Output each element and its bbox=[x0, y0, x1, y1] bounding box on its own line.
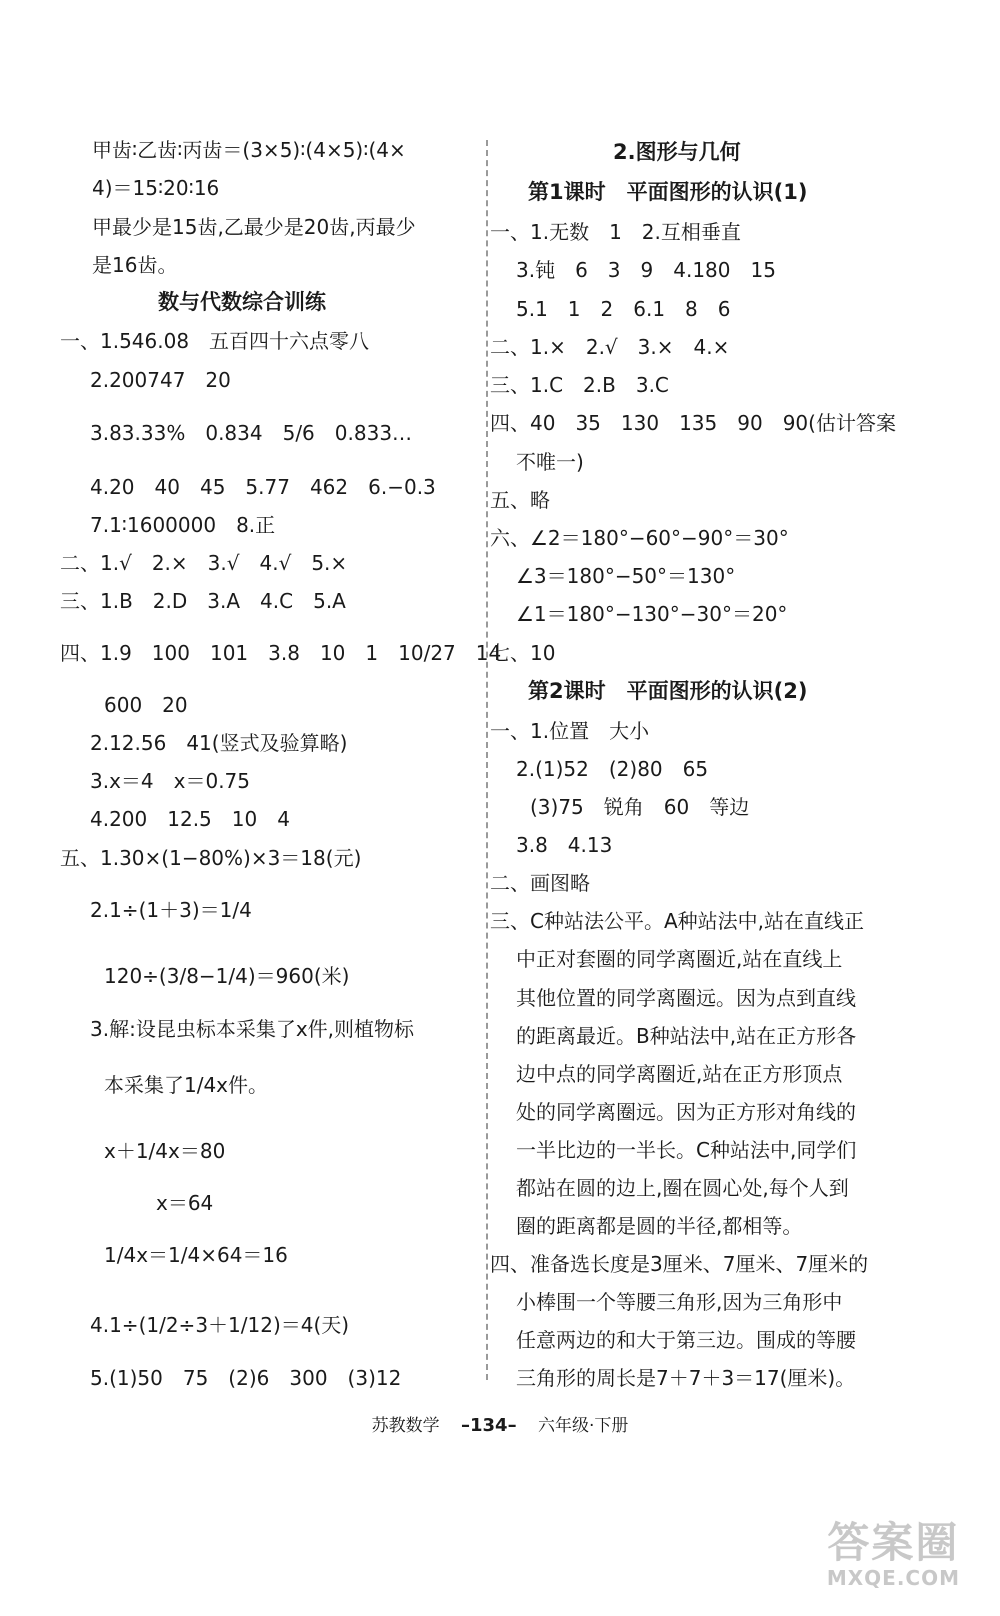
section-heading: 数与代数综合训练 bbox=[158, 290, 326, 314]
answer-line: 圈的距离都是圆的半径,都相等。 bbox=[516, 1214, 803, 1238]
answer-line: 三、C种站法公平。A种站法中,站在直线正 bbox=[490, 909, 865, 933]
answer-line: 四、1.9 100 101 3.8 10 1 10/27 14 bbox=[60, 641, 502, 665]
answer-line: 2.12.56 41(竖式及验算略) bbox=[90, 731, 348, 755]
answer-line: 1/4x＝1/4×64＝16 bbox=[104, 1243, 288, 1267]
lesson-heading: 第1课时 平面图形的认识(1) bbox=[528, 180, 808, 204]
watermark-logo: 答案圈 bbox=[827, 1518, 960, 1567]
answer-line: 一、1.546.08 五百四十六点零八 bbox=[60, 329, 370, 353]
answer-line: 边中点的同学离圈近,站在正方形顶点 bbox=[516, 1062, 843, 1086]
watermark-site: MXQE.COM bbox=[826, 1566, 960, 1590]
footer-grade: 六年级·下册 bbox=[537, 1416, 629, 1436]
answer-line: 3.x＝4 x＝0.75 bbox=[90, 769, 251, 793]
answer-line: 任意两边的和大于第三边。围成的等腰 bbox=[516, 1328, 856, 1352]
answer-line: 5.(1)50 75 (2)6 300 (3)12 bbox=[90, 1366, 402, 1390]
answer-line: 其他位置的同学离圈远。因为点到直线 bbox=[516, 986, 856, 1010]
answer-line: 甲最少是15齿,乙最少是20齿,丙最少 bbox=[92, 215, 416, 239]
answer-line: 小棒围一个等腰三角形,因为三角形中 bbox=[516, 1290, 843, 1314]
answer-line: 不唯一) bbox=[516, 450, 584, 474]
footer-subject: 苏教数学 bbox=[371, 1416, 440, 1436]
answer-line: 600 20 bbox=[104, 693, 188, 717]
answer-line: 的距离最近。B种站法中,站在正方形各 bbox=[516, 1024, 857, 1048]
answer-line: 三角形的周长是7＋7＋3＝17(厘米)。 bbox=[516, 1366, 856, 1390]
answer-line: 中正对套圈的同学离圈近,站在直线上 bbox=[516, 947, 843, 971]
answer-line: 4.20 40 45 5.77 462 6.−0.3 bbox=[90, 475, 436, 499]
answer-line: 4)＝15∶20∶16 bbox=[92, 176, 220, 200]
answer-line: 一、1.无数 1 2.互相垂直 bbox=[490, 220, 741, 244]
answer-line: 3.83.33% 0.834 5/6 0.833… bbox=[90, 421, 413, 445]
answer-line: 5.1 1 2 6.1 8 6 bbox=[516, 297, 731, 321]
answer-line: 是16齿。 bbox=[92, 253, 178, 277]
answer-line: 本采集了1/4x件。 bbox=[104, 1073, 269, 1097]
watermark bbox=[827, 1520, 960, 1590]
column-divider bbox=[486, 140, 488, 1380]
answer-line: (3)75 锐角 60 等边 bbox=[530, 795, 750, 819]
answer-line: 4.200 12.5 10 4 bbox=[90, 807, 290, 831]
answer-line: 3.钝 6 3 9 4.180 15 bbox=[516, 258, 776, 282]
answer-line: ∠3＝180°−50°＝130° bbox=[516, 564, 736, 588]
answer-line: 一半比边的一半长。C种站法中,同学们 bbox=[516, 1138, 857, 1162]
answer-line: 处的同学离圈远。因为正方形对角线的 bbox=[516, 1100, 856, 1124]
answer-line: 五、略 bbox=[490, 488, 550, 512]
page-footer bbox=[0, 1415, 1000, 1437]
answer-line: 4.1÷(1/2÷3＋1/12)＝4(天) bbox=[90, 1313, 350, 1337]
answer-line: 二、1.× 2.√ 3.× 4.× bbox=[490, 335, 730, 359]
answer-line: 三、1.B 2.D 3.A 4.C 5.A bbox=[60, 589, 346, 613]
answer-line: 五、1.30×(1−80%)×3＝18(元) bbox=[60, 846, 362, 870]
answer-line: ∠1＝180°−130°−30°＝20° bbox=[516, 602, 788, 626]
answer-line: 2.1÷(1＋3)＝1/4 bbox=[90, 898, 252, 922]
answer-line: 120÷(3/8−1/4)＝960(米) bbox=[104, 964, 350, 988]
answer-line: 2.(1)52 (2)80 65 bbox=[516, 757, 709, 781]
section-heading: 2.图形与几何 bbox=[613, 140, 741, 164]
page-number: –134– bbox=[461, 1415, 517, 1436]
answer-line: 7.1∶1600000 8.正 bbox=[90, 513, 276, 537]
answer-line: 二、画图略 bbox=[490, 871, 590, 895]
lesson-heading: 第2课时 平面图形的认识(2) bbox=[528, 679, 808, 703]
answer-line: 都站在圆的边上,圈在圆心处,每个人到 bbox=[516, 1176, 849, 1200]
answer-line: x＝64 bbox=[156, 1191, 214, 1215]
answer-line: 四、40 35 130 135 90 90(估计答案 bbox=[490, 411, 896, 435]
answer-line: 2.200747 20 bbox=[90, 368, 231, 392]
answer-line: 一、1.位置 大小 bbox=[490, 719, 650, 743]
answer-line: 三、1.C 2.B 3.C bbox=[490, 373, 669, 397]
answer-line: 四、准备选长度是3厘米、7厘米、7厘米的 bbox=[490, 1252, 869, 1276]
answer-line: 3.解:设昆虫标本采集了x件,则植物标 bbox=[90, 1017, 415, 1041]
answer-line: 甲齿∶乙齿∶丙齿＝(3×5)∶(4×5)∶(4× bbox=[92, 138, 406, 162]
answer-line: 六、∠2＝180°−60°−90°＝30° bbox=[490, 526, 789, 550]
answer-line: 二、1.√ 2.× 3.√ 4.√ 5.× bbox=[60, 551, 348, 575]
answer-line: 七、10 bbox=[490, 641, 556, 665]
answer-line: 3.8 4.13 bbox=[516, 833, 613, 857]
answer-line: x＋1/4x＝80 bbox=[104, 1139, 226, 1163]
